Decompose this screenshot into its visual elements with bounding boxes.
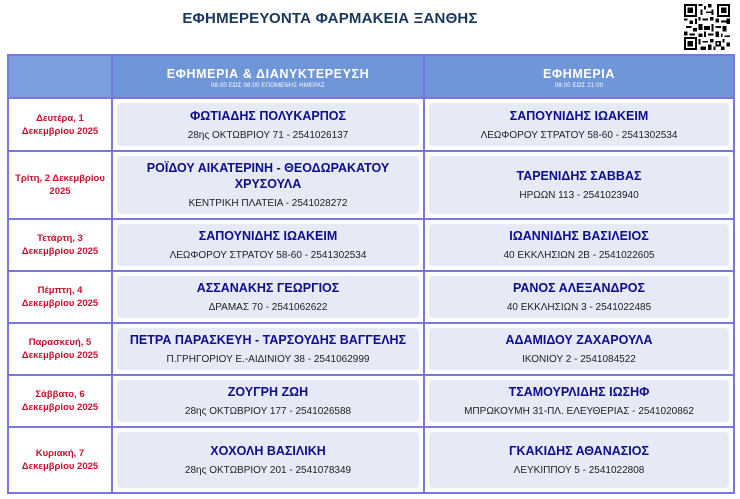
night-pharmacy bbox=[117, 224, 419, 266]
day-pharmacy bbox=[429, 156, 729, 214]
table-row bbox=[9, 152, 733, 220]
pharmacy-name: ΣΑΠΟΥΝΙΔΗΣ ΙΩΑΚΕΙΜ bbox=[509, 108, 649, 123]
day-pharmacy bbox=[429, 432, 729, 488]
row-date: Σάββατο, 6 Δεκεμβρίου 2025 bbox=[21, 389, 99, 413]
night-pharmacy bbox=[117, 432, 419, 488]
row-date: Πέμπτη, 4 Δεκεμβρίου 2025 bbox=[21, 285, 99, 309]
day-pharmacy bbox=[429, 276, 729, 318]
row-date: Δευτέρα, 1 Δεκεμβρίου 2025 bbox=[21, 112, 99, 137]
pharmacy-address: 28ης ΟΚΤΩΒΡΙΟΥ 177 - 2541026588 bbox=[184, 406, 352, 417]
table-row bbox=[9, 324, 733, 376]
night-pharmacy bbox=[117, 380, 419, 422]
table-row bbox=[9, 220, 733, 272]
pharmacy-address: 40 ΕΚΚΛΗΣΙΩΝ 3 - 2541022485 bbox=[506, 302, 652, 313]
pharmacy-address: 40 ΕΚΚΛΗΣΙΩΝ 2Β - 2541022605 bbox=[503, 250, 655, 261]
table-row bbox=[9, 99, 733, 152]
row-date: Κυριακή, 7 Δεκεμβρίου 2025 bbox=[21, 448, 99, 472]
night-pharmacy bbox=[117, 276, 419, 318]
pharmacy-address: ΜΠΡΩΚΟΥΜΗ 31-ΠΛ. ΕΛΕΥΘΕΡΙΑΣ - 2541020862 bbox=[464, 406, 694, 417]
header-night-title: ΕΦΗΜΕΡΙΑ & ΔΙΑΝΥΚΤΕΡΕΥΣΗ bbox=[166, 67, 370, 81]
header-day-duty bbox=[425, 56, 733, 97]
row-date: Τρίτη, 2 Δεκεμβρίου 2025 bbox=[15, 173, 105, 197]
pharmacy-address: Π.ΓΡΗΓΟΡΙΟΥ Ε.-ΑΙΔΙΝΙΟΥ 38 - 2541062999 bbox=[166, 354, 370, 365]
page-title: ΕΦΗΜΕΡΕΥΟΝΤΑ ΦΑΡΜΑΚΕΙΑ ΞΑΝΘΗΣ bbox=[182, 10, 478, 27]
pharmacy-name: ΦΩΤΙΑΔΗΣ ΠΟΛΥΚΑΡΠΟΣ bbox=[190, 108, 346, 123]
day-pharmacy bbox=[429, 328, 729, 370]
day-pharmacy bbox=[429, 380, 729, 422]
pharmacy-name: ΤΑΡΕΝΙΔΗΣ ΣΑΒΒΑΣ bbox=[516, 169, 642, 183]
pharmacy-name: ΓΚΑΚΙΔΗΣ ΑΘΑΝΑΣΙΟΣ bbox=[509, 444, 649, 458]
night-pharmacy bbox=[117, 103, 419, 146]
table-row bbox=[9, 376, 733, 428]
pharmacy-address: 28ης ΟΚΤΩΒΡΙΟΥ 71 - 2541026137 bbox=[187, 129, 349, 141]
pharmacy-name: ΣΑΠΟΥΝΙΔΗΣ ΙΩΑΚΕΙΜ bbox=[198, 229, 338, 243]
pharmacy-name: ΑΣΣΑΝΑΚΗΣ ΓΕΩΡΓΙΟΣ bbox=[196, 281, 340, 295]
table-row bbox=[9, 428, 733, 492]
pharmacy-name: ΠΕΤΡΑ ΠΑΡΑΣΚΕΥΗ - ΤΑΡΣΟΥΔΗΣ ΒΑΓΓΕΛΗΣ bbox=[129, 333, 407, 347]
header-corner bbox=[9, 56, 113, 97]
pharmacy-address: ΛΕΩΦΟΡΟΥ ΣΤΡΑΤΟΥ 58-60 - 2541302534 bbox=[480, 129, 678, 141]
pharmacy-address: ΛΕΩΦΟΡΟΥ ΣΤΡΑΤΟΥ 58-60 - 2541302534 bbox=[169, 250, 367, 261]
day-pharmacy bbox=[429, 224, 729, 266]
pharmacy-name: ΡΟΪΔΟΥ ΑΙΚΑΤΕΡΙΝΗ - ΘΕΟΔΩΡΑΚΑΤΟΥ ΧΡΥΣΟΥΛΑ bbox=[146, 161, 390, 191]
pharmacy-name: ΡΑΝΟΣ ΑΛΕΞΑΝΔΡΟΣ bbox=[512, 281, 646, 295]
header-day-hours: 08:00 ΕΩΣ 21:00 bbox=[554, 83, 604, 89]
header-night-duty bbox=[113, 56, 425, 97]
header-day-title: ΕΦΗΜΕΡΙΑ bbox=[542, 67, 615, 81]
pharmacy-name: ΤΣΑΜΟΥΡΛΙΔΗΣ ΙΩΣΗΦ bbox=[508, 385, 650, 399]
qr-code-icon bbox=[684, 4, 730, 50]
row-date: Τετάρτη, 3 Δεκεμβρίου 2025 bbox=[21, 233, 99, 257]
night-pharmacy bbox=[117, 328, 419, 370]
pharmacy-name: ΙΩΑΝΝΙΔΗΣ ΒΑΣΙΛΕΙΟΣ bbox=[509, 229, 649, 243]
pharmacy-address: 28ης ΟΚΤΩΒΡΙΟΥ 201 - 2541078349 bbox=[184, 465, 352, 476]
pharmacy-address: ΛΕΥΚΙΠΠΟΥ 5 - 2541022808 bbox=[513, 465, 645, 476]
pharmacy-name: ΧΟΧΟΛΗ ΒΑΣΙΛΙΚΗ bbox=[210, 444, 326, 458]
pharmacy-address: ΙΚΟΝΙΟΥ 2 - 2541084522 bbox=[522, 354, 636, 365]
pharmacy-address: ΚΕΝΤΡΙΚΗ ΠΛΑΤΕΙΑ - 2541028272 bbox=[188, 198, 348, 209]
pharmacy-address: ΗΡΩΩΝ 113 - 2541023940 bbox=[519, 190, 639, 201]
pharmacy-schedule-table bbox=[7, 54, 735, 494]
pharmacy-address: ΔΡΑΜΑΣ 70 - 2541062622 bbox=[208, 302, 328, 313]
table-header bbox=[9, 56, 733, 99]
table-row bbox=[9, 272, 733, 324]
night-pharmacy bbox=[117, 156, 419, 214]
pharmacy-name: ΑΔΑΜΙΔΟΥ ΖΑΧΑΡΟΥΛΑ bbox=[505, 333, 653, 347]
pharmacy-name: ΖΟΥΓΡΗ ΖΩΗ bbox=[227, 385, 309, 399]
header-night-hours: 08:00 ΕΩΣ 08:00 ΕΠΟΜΕΝΗΣ ΗΜΕΡΑΣ bbox=[210, 83, 326, 89]
day-pharmacy bbox=[429, 103, 729, 146]
row-date: Παρασκευή, 5 Δεκεμβρίου 2025 bbox=[21, 337, 99, 361]
